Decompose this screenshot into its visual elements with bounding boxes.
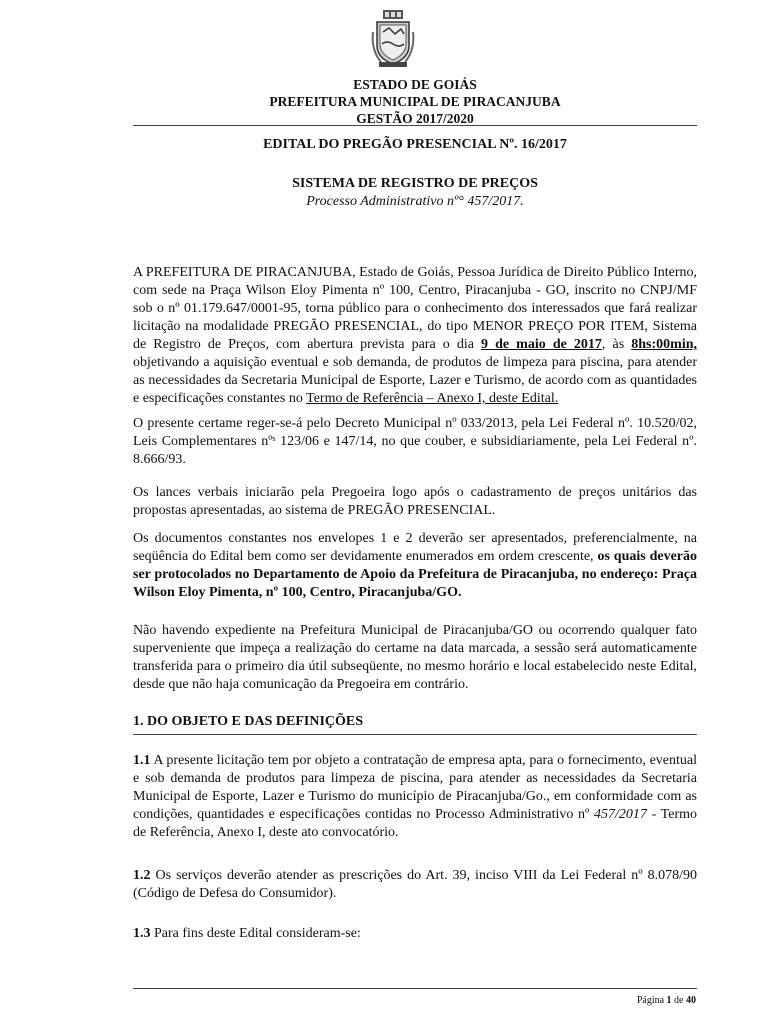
- paragraph-expediente: Não havendo expediente na Prefeitura Municipal de Piracanjuba/GO ou ocorrendo qualquer fato superveniente que impeça a realização do certame na data marcada, a sessão será automaticamente transferida para o primeiro dia útil subseqüente, no mesmo horário e local estabelecido neste Edital, desde que não haja comunicação da Pregoeira em contrário.: [133, 623, 697, 692]
- header-gestao: GESTÃO 2017/2020: [356, 111, 474, 126]
- clause-1-1-tail: - Termo de Referência, Anexo I, deste ato convocatório.: [133, 807, 697, 840]
- edital-title: EDITAL DO PREGÃO PRESENCIAL Nº. 16/2017: [263, 137, 567, 152]
- footer-of-label: de: [674, 995, 684, 1006]
- footer-divider: [133, 988, 697, 989]
- paragraph-legal: O presente certame reger-se-á pelo Decreto Municipal nº 033/2013, pela Lei Federal nº. 10.520/02, Leis Complementares nºˢ 123/06 e 147/14, no que couber, e subsidiariamente, pela Lei Federal nº. 8.666/93.: [133, 416, 697, 467]
- clause-1-1-text: A presente licitação tem por objeto a contratação de empresa apta, para o fornecimento, eventual e sob demanda de produtos para limpeza de piscina, para atender as necessidades da Secretaria Municipal de Esporte, Lazer e Turismo do município de Piracanjuba/Go., em conformidade com as condições, quantidades e especificações contidas no Processo Administrativo nº: [133, 753, 697, 822]
- intro-text-a: A PREFEITURA DE PIRACANJUBA, Estado de Goiás, Pessoa Jurídica de Direito Público Interno, com sede na Praça Wilson Eloy Pimenta nº 100, Centro, Piracanjuba - GO, inscrito no CNPJ/MF sob o nº 01.179.647/0001-95, torna público para o conhecimento dos interessados que fará realizar licitação na modalidade PREGÃO PRESENCIAL, do tipo MENOR PREÇO POR ITEM, Sistema de Registro de Preços, com abertura prevista para o dia: [133, 265, 697, 352]
- municipal-crest-icon: [371, 10, 415, 68]
- clause-1-3: [133, 925, 697, 943]
- page-footer: [637, 995, 696, 1006]
- footer-page-total: 40: [686, 995, 696, 1006]
- intro-text-b: , às: [601, 337, 632, 352]
- clause-1-2-number: 1.2: [133, 868, 151, 883]
- clause-1-3-number: 1.3: [133, 926, 151, 941]
- header-prefeitura: PREFEITURA MUNICIPAL DE PIRACANJUBA: [269, 94, 561, 109]
- term-reference: Termo de Referência – Anexo I, deste Edital.: [306, 391, 559, 406]
- header-state: ESTADO DE GOIÁS: [353, 77, 477, 92]
- paragraph-lances: Os lances verbais iniciarão pela Pregoeira logo após o cadastramento de preços unitários das propostas apresentadas, ao sistema de PREGÃO PRESENCIAL.: [133, 485, 697, 518]
- clause-1-1-number: 1.1: [133, 753, 151, 768]
- section-1-divider: [133, 734, 697, 735]
- section-1-title: 1. DO OBJETO E DAS DEFINIÇÕES: [133, 714, 364, 729]
- paragraph-documents: [133, 530, 697, 602]
- footer-page-number: 1: [666, 995, 672, 1006]
- header-block: [133, 76, 697, 127]
- header-divider: [133, 125, 697, 126]
- clause-1-2-text: Os serviços deverão atender as prescrições do Art. 39, inciso VIII da Lei Federal nº 8.078/90 (Código de Defesa do Consumidor).: [133, 868, 697, 901]
- system-title: SISTEMA DE REGISTRO DE PREÇOS: [292, 176, 538, 191]
- clause-1-1-processo: 457/2017: [594, 807, 647, 822]
- documents-protocol: os quais deverão ser protocolados no Departamento de Apoio da Prefeitura de Piracanjuba, no endereço: Praça Wilson Eloy Pimenta, nº 100, Centro, Piracanjuba/GO.: [133, 549, 697, 600]
- clause-1-3-text: Para fins deste Edital consideram-se:: [150, 926, 361, 941]
- clause-1-2: [133, 867, 697, 903]
- clause-1-1: [133, 752, 697, 842]
- opening-date: 9 de maio de 2017: [481, 337, 602, 352]
- footer-page-label: Página: [636, 995, 665, 1006]
- documents-text: Os documentos constantes nos envelopes 1 e 2 deverão ser apresentados, preferencialmente, na seqüência do Edital bem como ser devidamente enumerados em ordem crescente,: [133, 531, 697, 564]
- paragraph-intro: [133, 264, 697, 408]
- intro-text-c: objetivando a aquisição eventual e sob demanda, de produtos de limpeza para piscina, para atender as necessidades da Secretaria Municipal de Esporte, Lazer e Turismo, de acordo com as quantidades e especificações constantes no: [133, 355, 697, 406]
- processo-line: Processo Administrativo nº° 457/2017.: [306, 194, 524, 209]
- opening-time: 8hs:00min,: [631, 337, 697, 352]
